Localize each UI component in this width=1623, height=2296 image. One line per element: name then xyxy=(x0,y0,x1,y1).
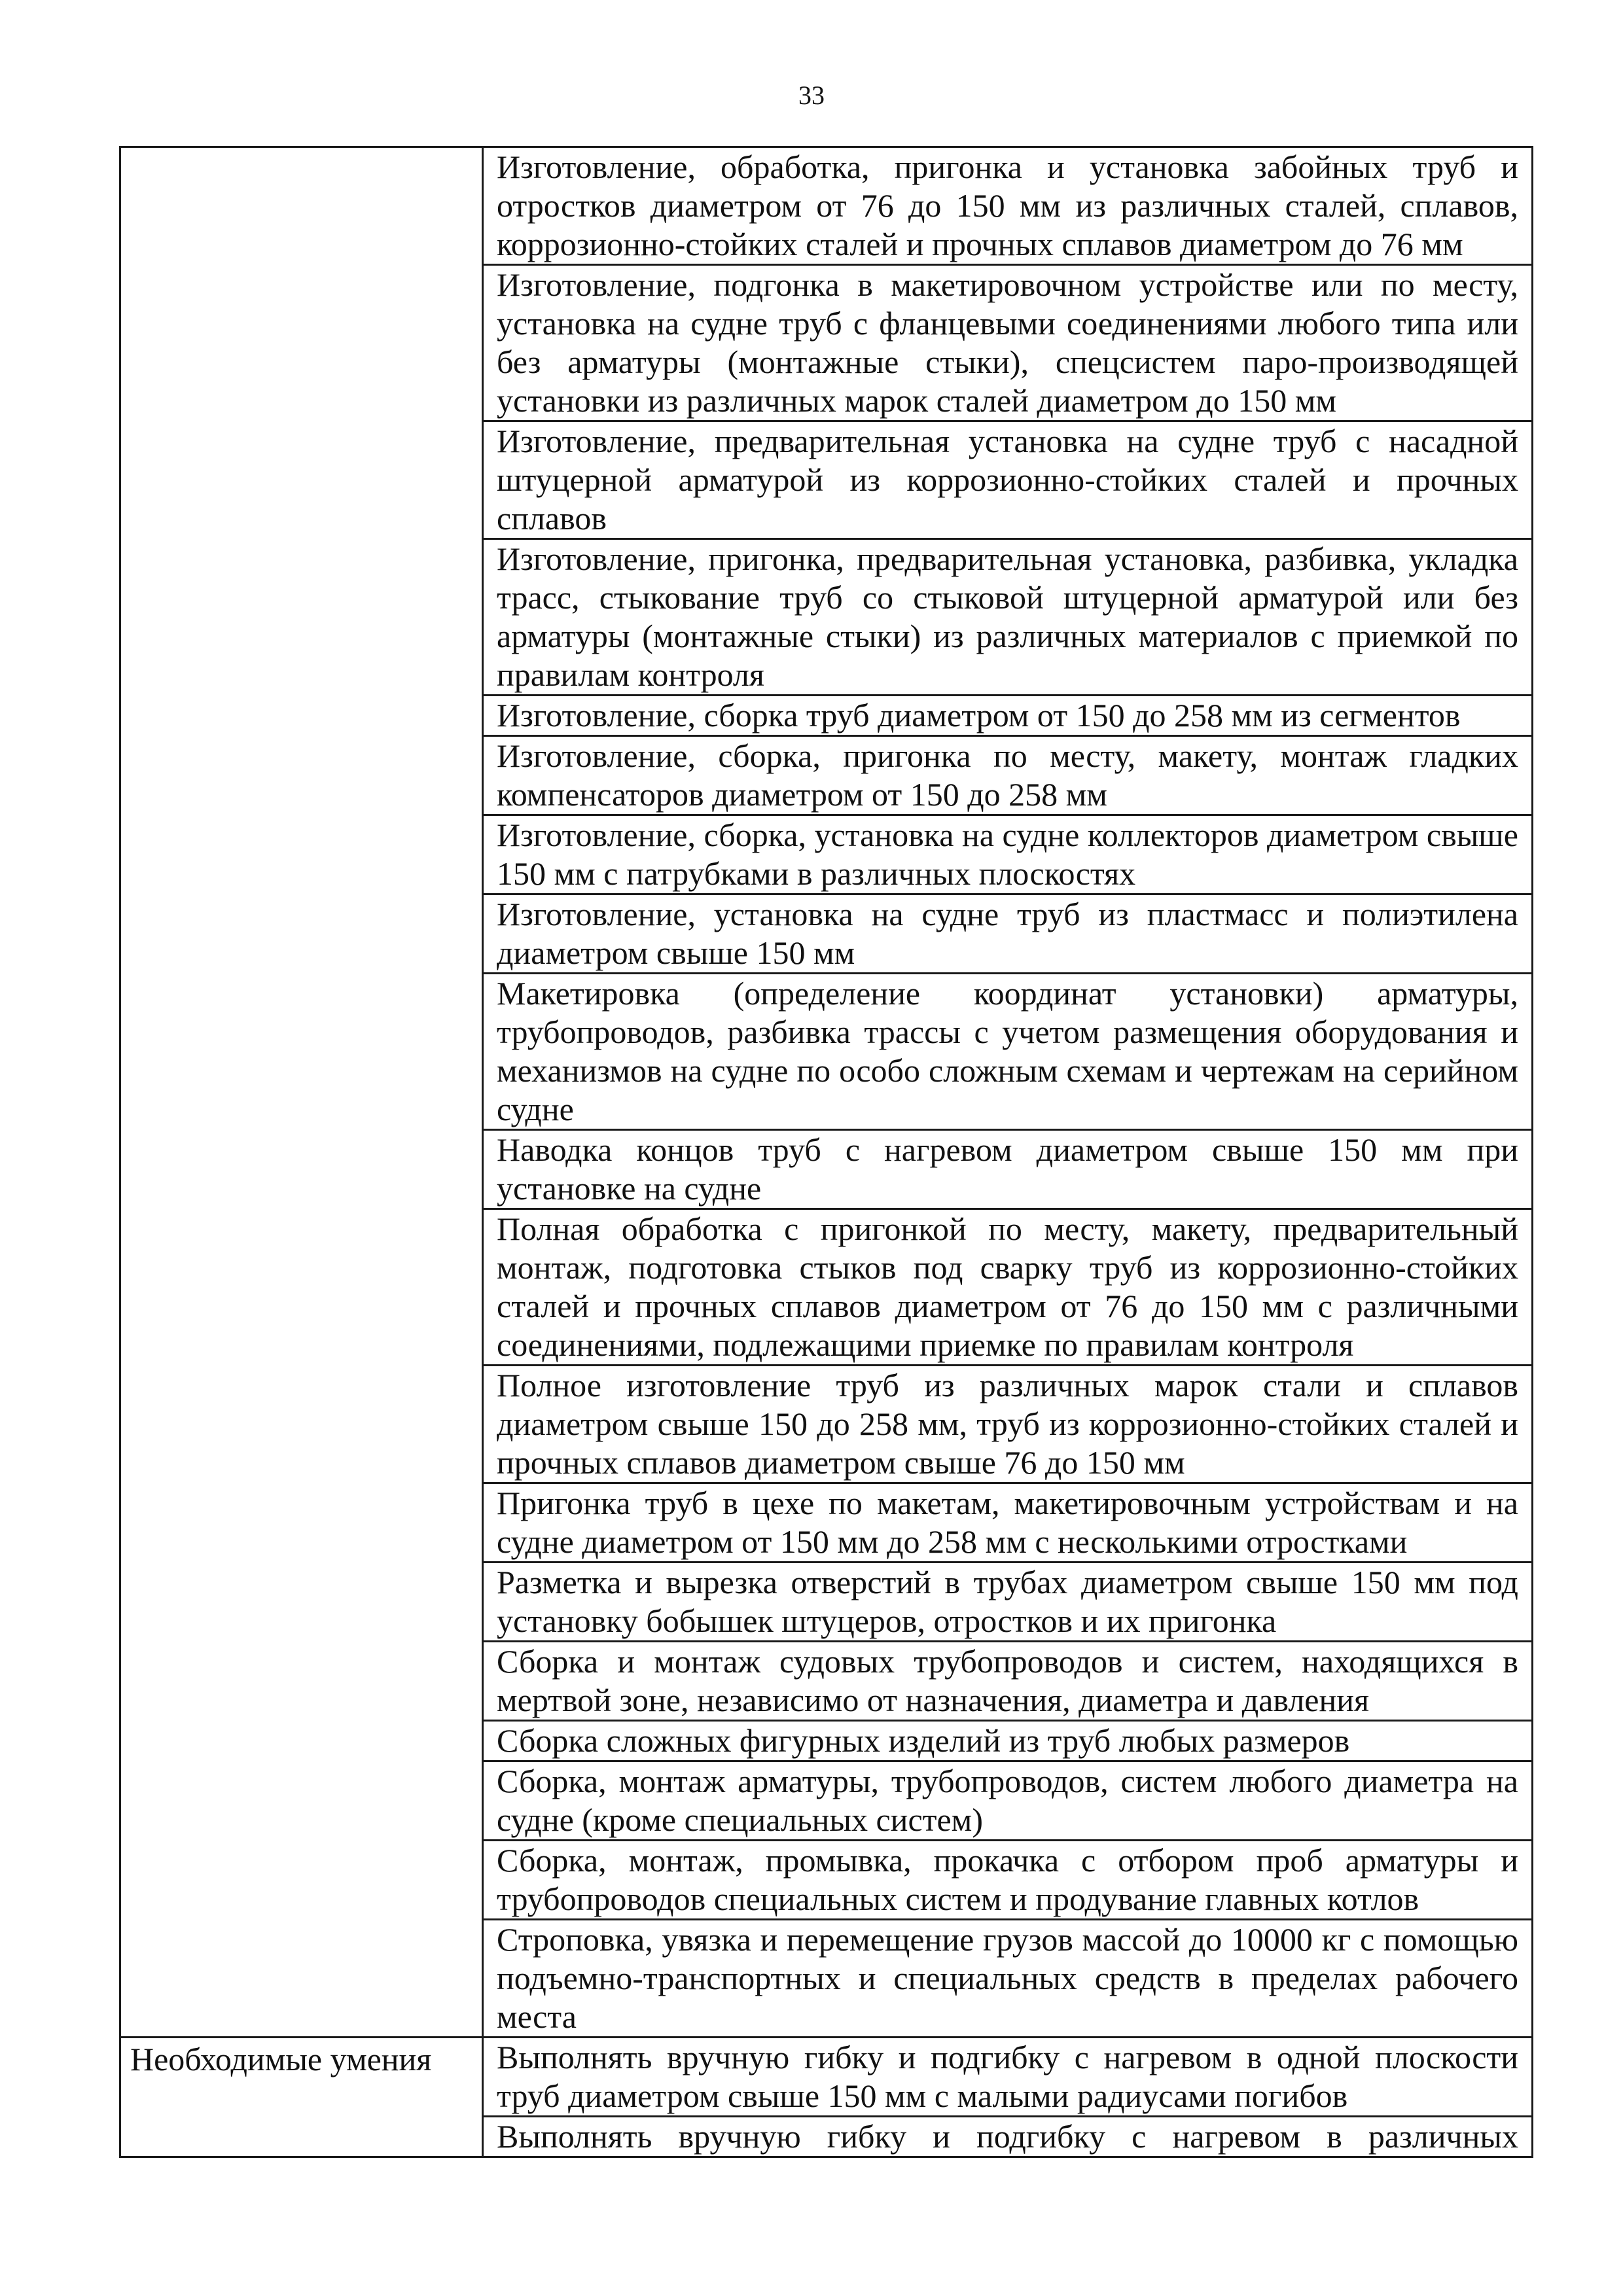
description-cell xyxy=(483,147,1533,265)
description-text: Выполнять вручную гибку и подгибку с нагревом в одной плоскости труб диаметром свыше 150 мм с малыми радиусами погибов xyxy=(497,2039,1518,2114)
table-row xyxy=(120,147,1533,265)
description-cell xyxy=(483,696,1533,736)
description-cell xyxy=(483,1721,1533,1761)
description-cell xyxy=(483,1841,1533,1920)
description-text: Полная обработка с пригонкой по месту, макету, предварительный монтаж, подготовка стыков под сварку труб из коррозионно-стойких сталей и прочных сплавов диаметром от 76 до 150 мм с различными соединениями, подлежащими приемке по правилам контроля xyxy=(497,1210,1518,1363)
description-text: Изготовление, установка на судне труб из пластмасс и полиэтилена диаметром свыше 150 мм xyxy=(497,896,1518,971)
page-number: 33 xyxy=(798,80,825,110)
description-cell xyxy=(483,974,1533,1130)
description-cell xyxy=(483,1130,1533,1209)
description-cell xyxy=(483,1920,1533,2038)
description-text: Пригонка труб в цехе по макетам, макетировочным устройствам и на судне диаметром от 150 мм до 258 мм с несколькими отростками xyxy=(497,1485,1518,1560)
description-text: Сборка, монтаж, промывка, прокачка с отбором проб арматуры и трубопроводов специальных систем и продувание главных котлов xyxy=(497,1842,1518,1917)
description-cell xyxy=(483,1366,1533,1483)
table-body xyxy=(120,147,1533,2157)
description-text: Выполнять вручную гибку и подгибку с нагревом в различных xyxy=(497,2118,1518,2155)
description-text: Строповка, увязка и перемещение грузов массой до 10000 кг с помощью подъемно-транспортных и специальных средств в пределах рабочего места xyxy=(497,1921,1518,2035)
section-label-cell xyxy=(120,147,483,2038)
description-text: Разметка и вырезка отверстий в трубах диаметром свыше 150 мм под установку бобышек штуцеров, отростков и их пригонка xyxy=(497,1564,1518,1639)
table-row xyxy=(120,2038,1533,2117)
description-text: Полное изготовление труб из различных марок стали и сплавов диаметром свыше 150 до 258 мм, труб из коррозионно-стойких сталей и прочных сплавов диаметром свыше 76 до 150 мм xyxy=(497,1367,1518,1481)
section-label-cell xyxy=(120,2038,483,2157)
description-cell xyxy=(483,1209,1533,1366)
description-text: Сборка и монтаж судовых трубопроводов и систем, находящихся в мертвой зоне, независимо от назначения, диаметра и давления xyxy=(497,1643,1518,1718)
description-cell xyxy=(483,265,1533,421)
requirements-table xyxy=(119,146,1533,2158)
description-cell xyxy=(483,815,1533,894)
description-text: Изготовление, сборка, пригонка по месту, макету, монтаж гладких компенсаторов диаметром от 150 до 258 мм xyxy=(497,737,1518,813)
description-text: Изготовление, сборка, установка на судне коллекторов диаметром свыше 150 мм с патрубками в различных плоскостях xyxy=(497,817,1518,892)
description-text: Наводка концов труб с нагревом диаметром свыше 150 мм при установке на судне xyxy=(497,1131,1518,1207)
description-cell xyxy=(483,2117,1533,2157)
description-cell xyxy=(483,539,1533,696)
description-text: Изготовление, обработка, пригонка и установка забойных труб и отростков диаметром от 76 до 150 мм из различных сталей, сплавов, коррозионно-стойких сталей и прочных сплавов диаметром до 76 мм xyxy=(497,149,1518,262)
description-text: Сборка сложных фигурных изделий из труб любых размеров xyxy=(497,1722,1350,1759)
description-text: Изготовление, предварительная установка на судне труб с насадной штуцерной арматурой из коррозионно-стойких сталей и прочных сплавов xyxy=(497,423,1518,537)
description-cell xyxy=(483,2038,1533,2117)
description-cell xyxy=(483,736,1533,815)
description-text: Макетировка (определение координат установки) арматуры, трубопроводов, разбивка трассы с учетом размещения оборудования и механизмов на судне по особо сложным схемам и чертежам на серийном судне xyxy=(497,975,1518,1127)
description-cell xyxy=(483,421,1533,539)
description-text: Изготовление, подгонка в макетировочном устройстве или по месту, установка на судне труб с фланцевыми соединениями любого типа или без арматуры (монтажные стыки), спецсистем паро-производящей установки из различных марок сталей диаметром до 150 мм xyxy=(497,266,1518,419)
description-text: Сборка, монтаж арматуры, трубопроводов, систем любого диаметра на судне (кроме специальных систем) xyxy=(497,1763,1518,1838)
description-cell xyxy=(483,894,1533,974)
description-text: Изготовление, пригонка, предварительная установка, разбивка, укладка трасс, стыкование труб со стыковой штуцерной арматурой или без арматуры (монтажные стыки) из различных материалов с приемкой по правилам контроля xyxy=(497,540,1518,693)
description-text: Изготовление, сборка труб диаметром от 150 до 258 мм из сегментов xyxy=(497,697,1461,733)
section-label xyxy=(121,148,482,150)
section-label: Необходимые умения xyxy=(130,2041,432,2077)
description-cell xyxy=(483,1563,1533,1642)
description-cell xyxy=(483,1642,1533,1721)
description-cell xyxy=(483,1761,1533,1841)
description-cell xyxy=(483,1483,1533,1563)
